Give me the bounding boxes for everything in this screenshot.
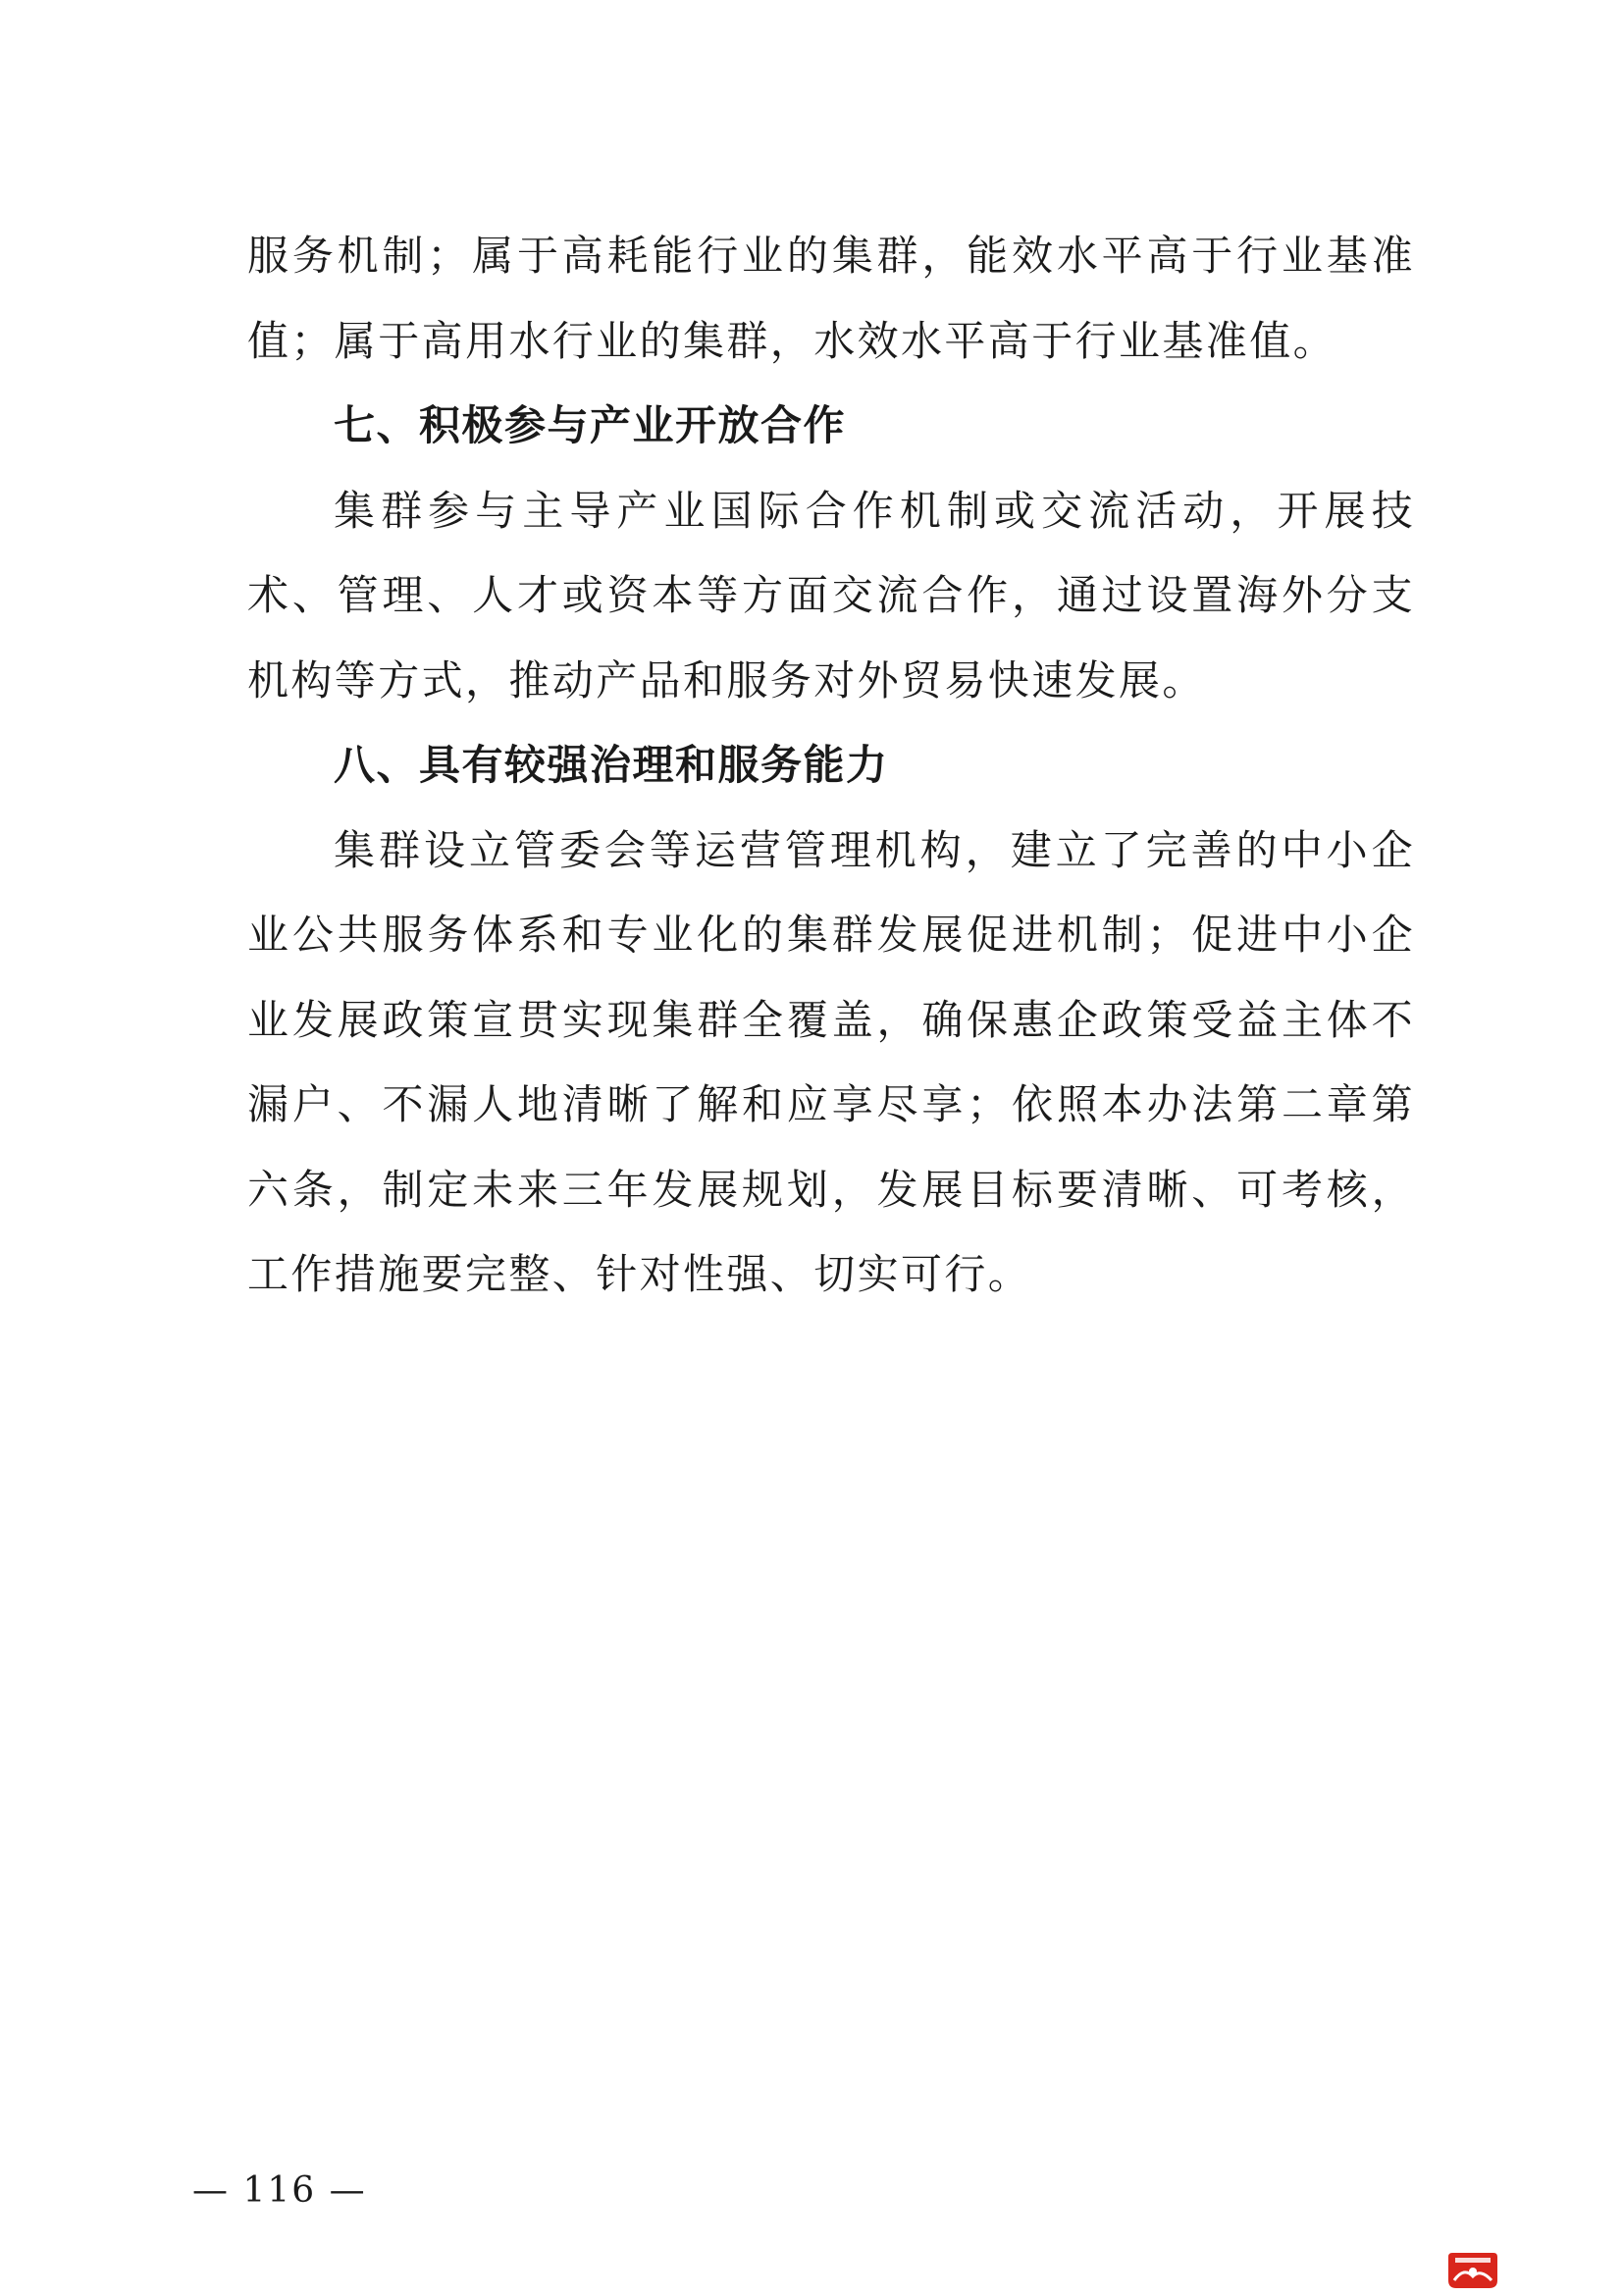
paragraph-governance-service: 集群设立管委会等运营管理机构，建立了完善的中小企业公共服务体系和专业化的集群发展促进机制；促进中小企业发展政策宣贯实现集群全覆盖，确保惠企政策受益主体不漏户、不漏人地清晰了解和应享尽享；依照本办法第二章第六条，制定未来三年发展规划，发展目标要清晰、可考核，工作措施要完整、针对性强、切实可行。 <box>247 825 1415 1298</box>
page-number: — 116 — <box>192 2170 367 2211</box>
section-heading-7: 七、积极参与产业开放合作 <box>334 401 847 449</box>
paragraph-energy-water-efficiency: 服务机制；属于高耗能行业的集群，能效水平高于行业基准值；属于高用水行业的集群，水效水平高于行业基准值。 <box>247 232 1415 365</box>
section-heading-8: 八、具有较强治理和服务能力 <box>334 741 889 789</box>
stamp-logo-icon <box>1446 2251 1499 2290</box>
paragraph-open-cooperation: 集群参与主导产业国际合作机制或交流活动，开展技术、管理、人才或资本等方面交流合作，通过设置海外分支机构等方式，推动产品和服务对外贸易快速发展。 <box>247 486 1415 704</box>
document-body <box>247 214 1415 1318</box>
